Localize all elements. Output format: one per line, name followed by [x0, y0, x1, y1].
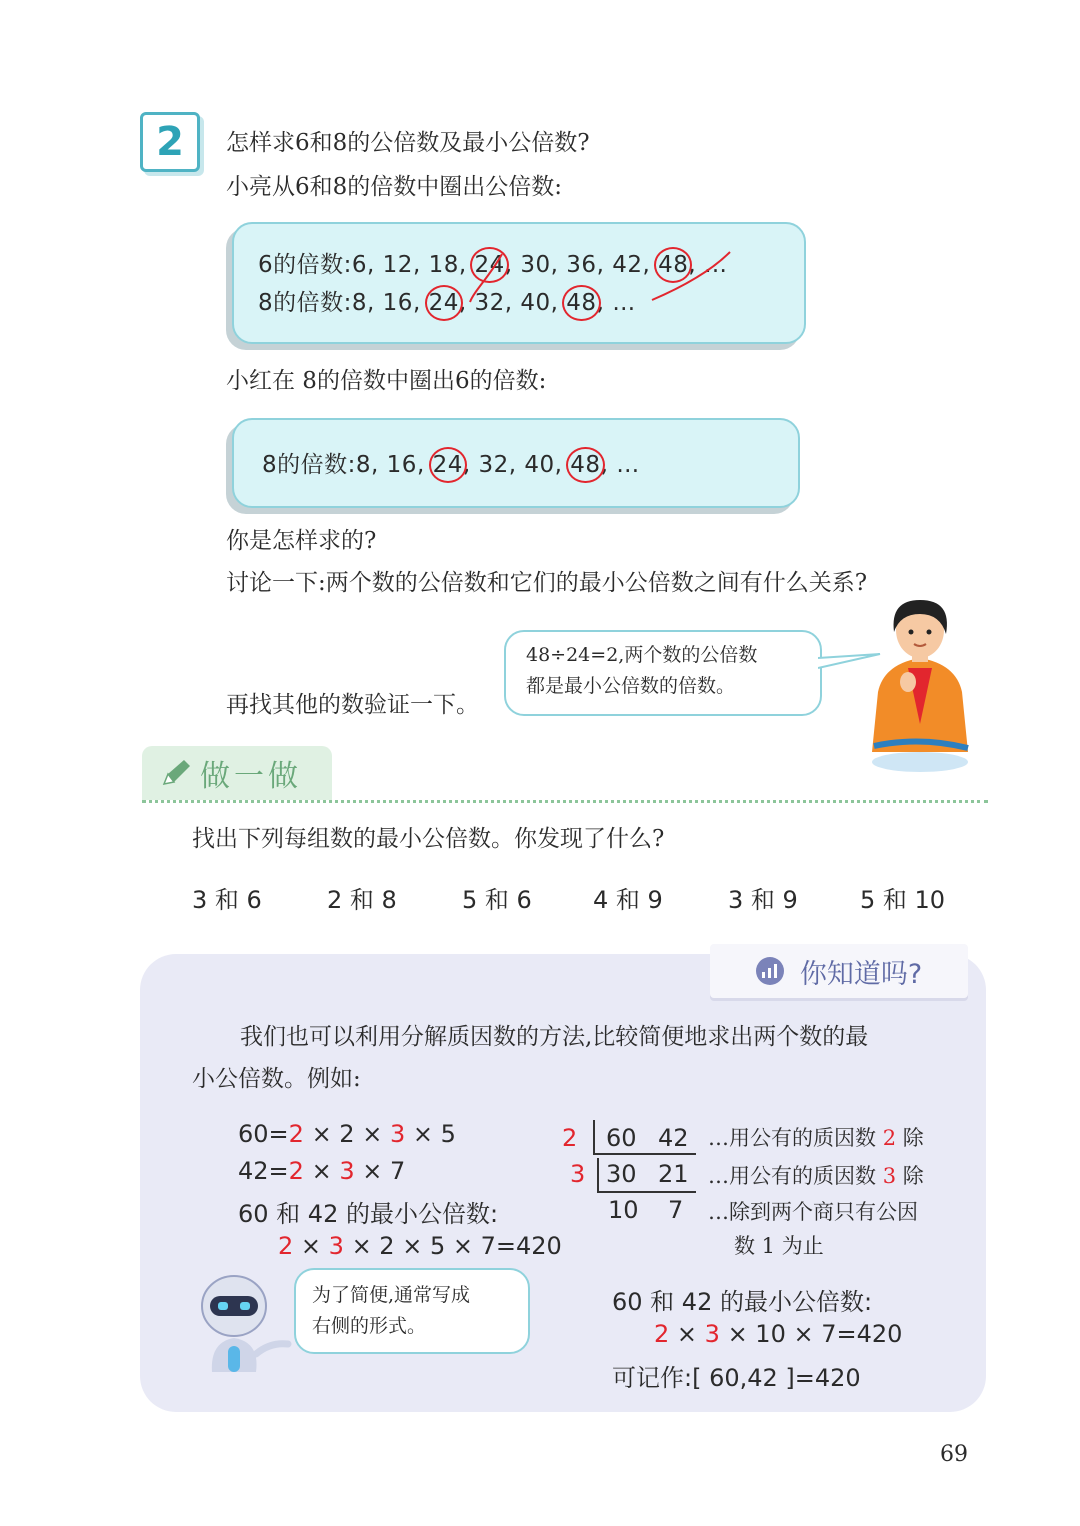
connect-line-24 — [470, 252, 505, 302]
bubble-line: 48÷24=2,两个数的公倍数 — [526, 644, 758, 666]
did-you-know-tab — [710, 944, 968, 998]
eq-part: × 2 × — [303, 1120, 390, 1148]
girl-illustration — [864, 596, 976, 774]
example-question: 怎样求6和8的公倍数及最小公倍数? — [226, 130, 590, 156]
eq-part: × — [669, 1320, 705, 1348]
robot-speech-bubble — [294, 1268, 530, 1354]
circled-common-multiple: 24 — [428, 290, 459, 316]
multiple: 12 — [382, 252, 413, 278]
xiaohong-text: 小红在 8的倍数中圈出6的倍数: — [226, 368, 547, 394]
eq-part: × 5 — [405, 1120, 456, 1148]
example-number-badge — [140, 112, 200, 172]
divisor: 3 — [570, 1160, 586, 1188]
pair-item: 3 和 9 — [728, 886, 798, 914]
row-label: 6的倍数: — [258, 252, 352, 278]
circled-common-multiple: 24 — [474, 252, 505, 278]
eq-part: × 10 × 7=420 — [719, 1320, 903, 1348]
pencil-icon — [158, 756, 192, 790]
right-lcm-label: 60 和 42 的最小公倍数: — [612, 1288, 873, 1316]
bubble-line: 右侧的形式。 — [312, 1315, 427, 1337]
multiple: 32 — [478, 452, 509, 478]
robot-illustration — [190, 1272, 294, 1380]
multiple: 16 — [382, 290, 413, 316]
multiple: 40 — [520, 290, 551, 316]
common-factor: 3 — [328, 1232, 344, 1260]
xiaoliang-text: 小亮从6和8的倍数中圈出公倍数: — [226, 174, 563, 200]
discuss-text: 讨论一下:两个数的公倍数和它们的最小公倍数之间有什么关系? — [226, 570, 868, 596]
bubble-line: 为了简便,通常写成 — [312, 1284, 471, 1306]
note-text: …用公有的质因数 — [708, 1126, 876, 1150]
division-note-2 — [708, 1160, 924, 1190]
lcm-notation: 可记作:[ 60,42 ]=420 — [612, 1364, 861, 1392]
connect-loops — [440, 236, 780, 326]
ellipsis: … — [612, 290, 636, 316]
girl-speech-bubble — [504, 630, 822, 716]
pair-item: 5 和 10 — [860, 886, 946, 914]
did-you-know-title: 你知道吗? — [799, 958, 923, 990]
circled-multiple-of-6: 48 — [570, 452, 601, 478]
multiple: 8 — [355, 452, 372, 478]
multiple: 42 — [612, 252, 643, 278]
ask-text: 你是怎样求的? — [226, 528, 377, 554]
eq-part: × 2 × 5 × 7=420 — [343, 1232, 562, 1260]
multiple: 16 — [386, 452, 417, 478]
final-quotient: 7 — [668, 1196, 684, 1224]
note-num: 3 — [882, 1164, 897, 1188]
eq-part: × 7 — [354, 1157, 406, 1185]
dividend: 42 — [658, 1124, 689, 1152]
common-factor: 2 — [288, 1157, 304, 1185]
verify-text: 再找其他的数验证一下。 — [226, 692, 479, 718]
quotient: 21 — [658, 1160, 689, 1188]
example-number: 2 — [156, 119, 184, 165]
final-quotient: 10 — [608, 1196, 639, 1224]
multiple: 30 — [520, 252, 551, 278]
common-factor: 3 — [704, 1320, 720, 1348]
multiple: 18 — [428, 252, 459, 278]
eq-part: × — [293, 1232, 329, 1260]
note-text: …用公有的质因数 — [708, 1164, 876, 1188]
division-note-1 — [708, 1122, 924, 1152]
doit-tab — [142, 746, 332, 800]
box1-row-8: 8的倍数:8, 16, 24, 32, 40, 48, … — [258, 290, 636, 316]
circled-common-multiple: 48 — [658, 252, 689, 278]
row-label: 8的倍数: — [258, 290, 352, 316]
factor-eq-42 — [238, 1157, 405, 1185]
eq-part: 60= — [238, 1120, 289, 1148]
division-bracket-lines — [586, 1118, 706, 1198]
right-lcm-eq — [654, 1320, 902, 1348]
row-label: 8的倍数: — [262, 452, 356, 478]
common-factor: 3 — [389, 1120, 406, 1148]
note-text: 除 — [902, 1164, 924, 1188]
multiple: 40 — [524, 452, 555, 478]
common-factor: 2 — [654, 1320, 670, 1348]
circled-common-multiple: 48 — [566, 290, 597, 316]
page-number: 69 — [940, 1442, 968, 1467]
left-lcm-label: 60 和 42 的最小公倍数: — [238, 1200, 499, 1228]
connect-line-48 — [652, 252, 730, 300]
dividend: 60 — [606, 1124, 637, 1152]
note-text: 除 — [902, 1126, 924, 1150]
bar-chart-icon — [756, 957, 784, 985]
pair-item: 3 和 6 — [192, 886, 262, 914]
doit-instruction: 找出下列每组数的最小公倍数。你发现了什么? — [192, 826, 665, 852]
common-factor: 2 — [288, 1120, 304, 1148]
eq-part: × — [303, 1157, 340, 1185]
factor-eq-60 — [238, 1120, 456, 1148]
eq-part: 42= — [238, 1157, 289, 1185]
bubble-line: 都是最小公倍数的倍数。 — [526, 675, 736, 697]
pair-item: 4 和 9 — [593, 886, 663, 914]
note-num: 2 — [882, 1126, 897, 1150]
quotient: 30 — [606, 1160, 637, 1188]
common-factor: 2 — [278, 1232, 294, 1260]
left-lcm-eq — [278, 1232, 562, 1260]
know-intro-line2: 小公倍数。例如: — [192, 1066, 361, 1092]
ellipsis: … — [704, 252, 728, 278]
multiple: 36 — [566, 252, 597, 278]
circled-multiple-of-6: 24 — [432, 452, 463, 478]
doit-divider — [142, 800, 988, 803]
pair-item: 5 和 6 — [462, 886, 532, 914]
box2-row-8: 8的倍数:8, 16, 24, 32, 40, 48, … — [262, 452, 640, 478]
division-note-3b: 数 1 为止 — [734, 1234, 824, 1258]
box1-row-6: 6的倍数:6, 12, 18, 24, 30, 36, 42, 48, … — [258, 252, 728, 278]
multiple: 8 — [351, 290, 368, 316]
pair-item: 2 和 8 — [327, 886, 397, 914]
division-note-3a: …除到两个商只有公因 — [708, 1200, 918, 1224]
know-intro-line1: 我们也可以利用分解质因数的方法,比较简便地求出两个数的最 — [240, 1024, 869, 1050]
multiple: 6 — [351, 252, 368, 278]
common-factor: 3 — [339, 1157, 355, 1185]
divisor: 2 — [562, 1124, 578, 1152]
doit-title: 做一做 — [200, 759, 302, 794]
multiple: 32 — [474, 290, 505, 316]
ellipsis: … — [616, 452, 640, 478]
